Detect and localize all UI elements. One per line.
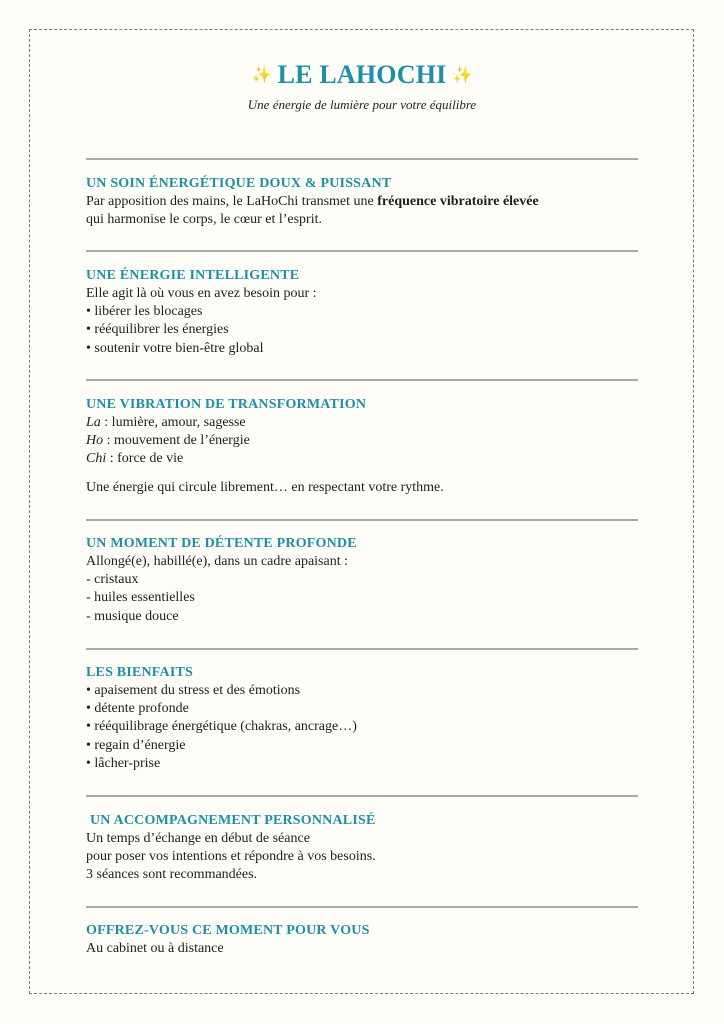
page-title-text: LE LAHOCHI [277, 60, 447, 89]
emphasis-text: fréquence vibratoire élevée [377, 194, 539, 209]
paragraph: qui harmonise le corps, le cœur et l’esprit. [86, 212, 322, 228]
section-vibration [86, 396, 646, 497]
list-item: • rééquilibrer les énergies [86, 322, 229, 338]
paragraph: pour poser vos intentions et répondre à vos besoins. [86, 849, 376, 865]
section-title: UN ACCOMPAGNEMENT PERSONNALISÉ [90, 813, 376, 828]
section-divider [86, 158, 638, 160]
list-item: • soutenir votre bien-être global [86, 340, 264, 356]
term: Ho [86, 433, 104, 449]
page-header [0, 58, 724, 114]
term-line [86, 414, 646, 432]
section-title: LES BIENFAITS [86, 665, 193, 680]
sparkle-icon: ✨ [251, 67, 272, 84]
section-title: UNE ÉNERGIE INTELLIGENTE [86, 268, 300, 283]
section-energie [86, 267, 646, 358]
section-divider [86, 795, 638, 797]
paragraph: 3 séances sont recommandées. [86, 867, 258, 883]
term: Chi [86, 451, 107, 467]
term-definition: : force de vie [106, 451, 184, 467]
list-item: • libérer les blocages [86, 304, 203, 320]
section-accompagnement-body [86, 830, 646, 885]
section-accompagnement [90, 812, 650, 830]
list-item: - musique douce [86, 608, 179, 624]
section-title: UN SOIN ÉNERGÉTIQUE DOUX & PUISSANT [86, 176, 392, 191]
list-item: • rééquilibrage énergétique (chakras, ancrage…) [86, 719, 357, 735]
sparkle-icon: ✨ [452, 67, 473, 84]
list-item: • détente profonde [86, 701, 189, 717]
page-title [0, 58, 724, 96]
term-definition: : lumière, amour, sagesse [100, 415, 246, 430]
list-item: - huiles essentielles [86, 590, 195, 606]
paragraph: Un temps d’échange en début de séance [86, 831, 310, 846]
term-line [86, 432, 646, 450]
list-item: • lâcher-prise [86, 755, 161, 771]
section-title: UNE VIBRATION DE TRANSFORMATION [86, 397, 367, 412]
section-detente [86, 535, 646, 626]
section-divider [86, 648, 638, 650]
section-title: OFFREZ-VOUS CE MOMENT POUR VOUS [86, 923, 370, 938]
paragraph [86, 193, 646, 211]
section-divider [86, 519, 638, 521]
section-title: UN MOMENT DE DÉTENTE PROFONDE [86, 536, 357, 551]
section-divider [86, 250, 638, 252]
page-subtitle: Une énergie de lumière pour votre équilibre [247, 97, 477, 112]
term-line [86, 450, 646, 468]
paragraph: Une énergie qui circule librement… en respectant votre rythme. [86, 479, 444, 495]
term-definition: : mouvement de l’énergie [103, 433, 250, 449]
paragraph: Allongé(e), habillé(e), dans un cadre apaisant : [86, 554, 349, 569]
paragraph: Au cabinet ou à distance [86, 941, 224, 956]
section-divider [86, 906, 638, 908]
term: La [86, 415, 101, 430]
section-offrez [86, 922, 646, 958]
section-divider [86, 379, 638, 381]
section-bienfaits [86, 664, 646, 773]
section-soin [86, 175, 646, 229]
paragraph-text: Par apposition des mains, le LaHoChi transmet une [86, 194, 378, 209]
list-item: • regain d’énergie [86, 737, 186, 753]
paragraph: Elle agit là où vous en avez besoin pour : [86, 286, 317, 301]
list-item: • apaisement du stress et des émotions [86, 683, 301, 698]
list-item: - cristaux [86, 572, 139, 588]
